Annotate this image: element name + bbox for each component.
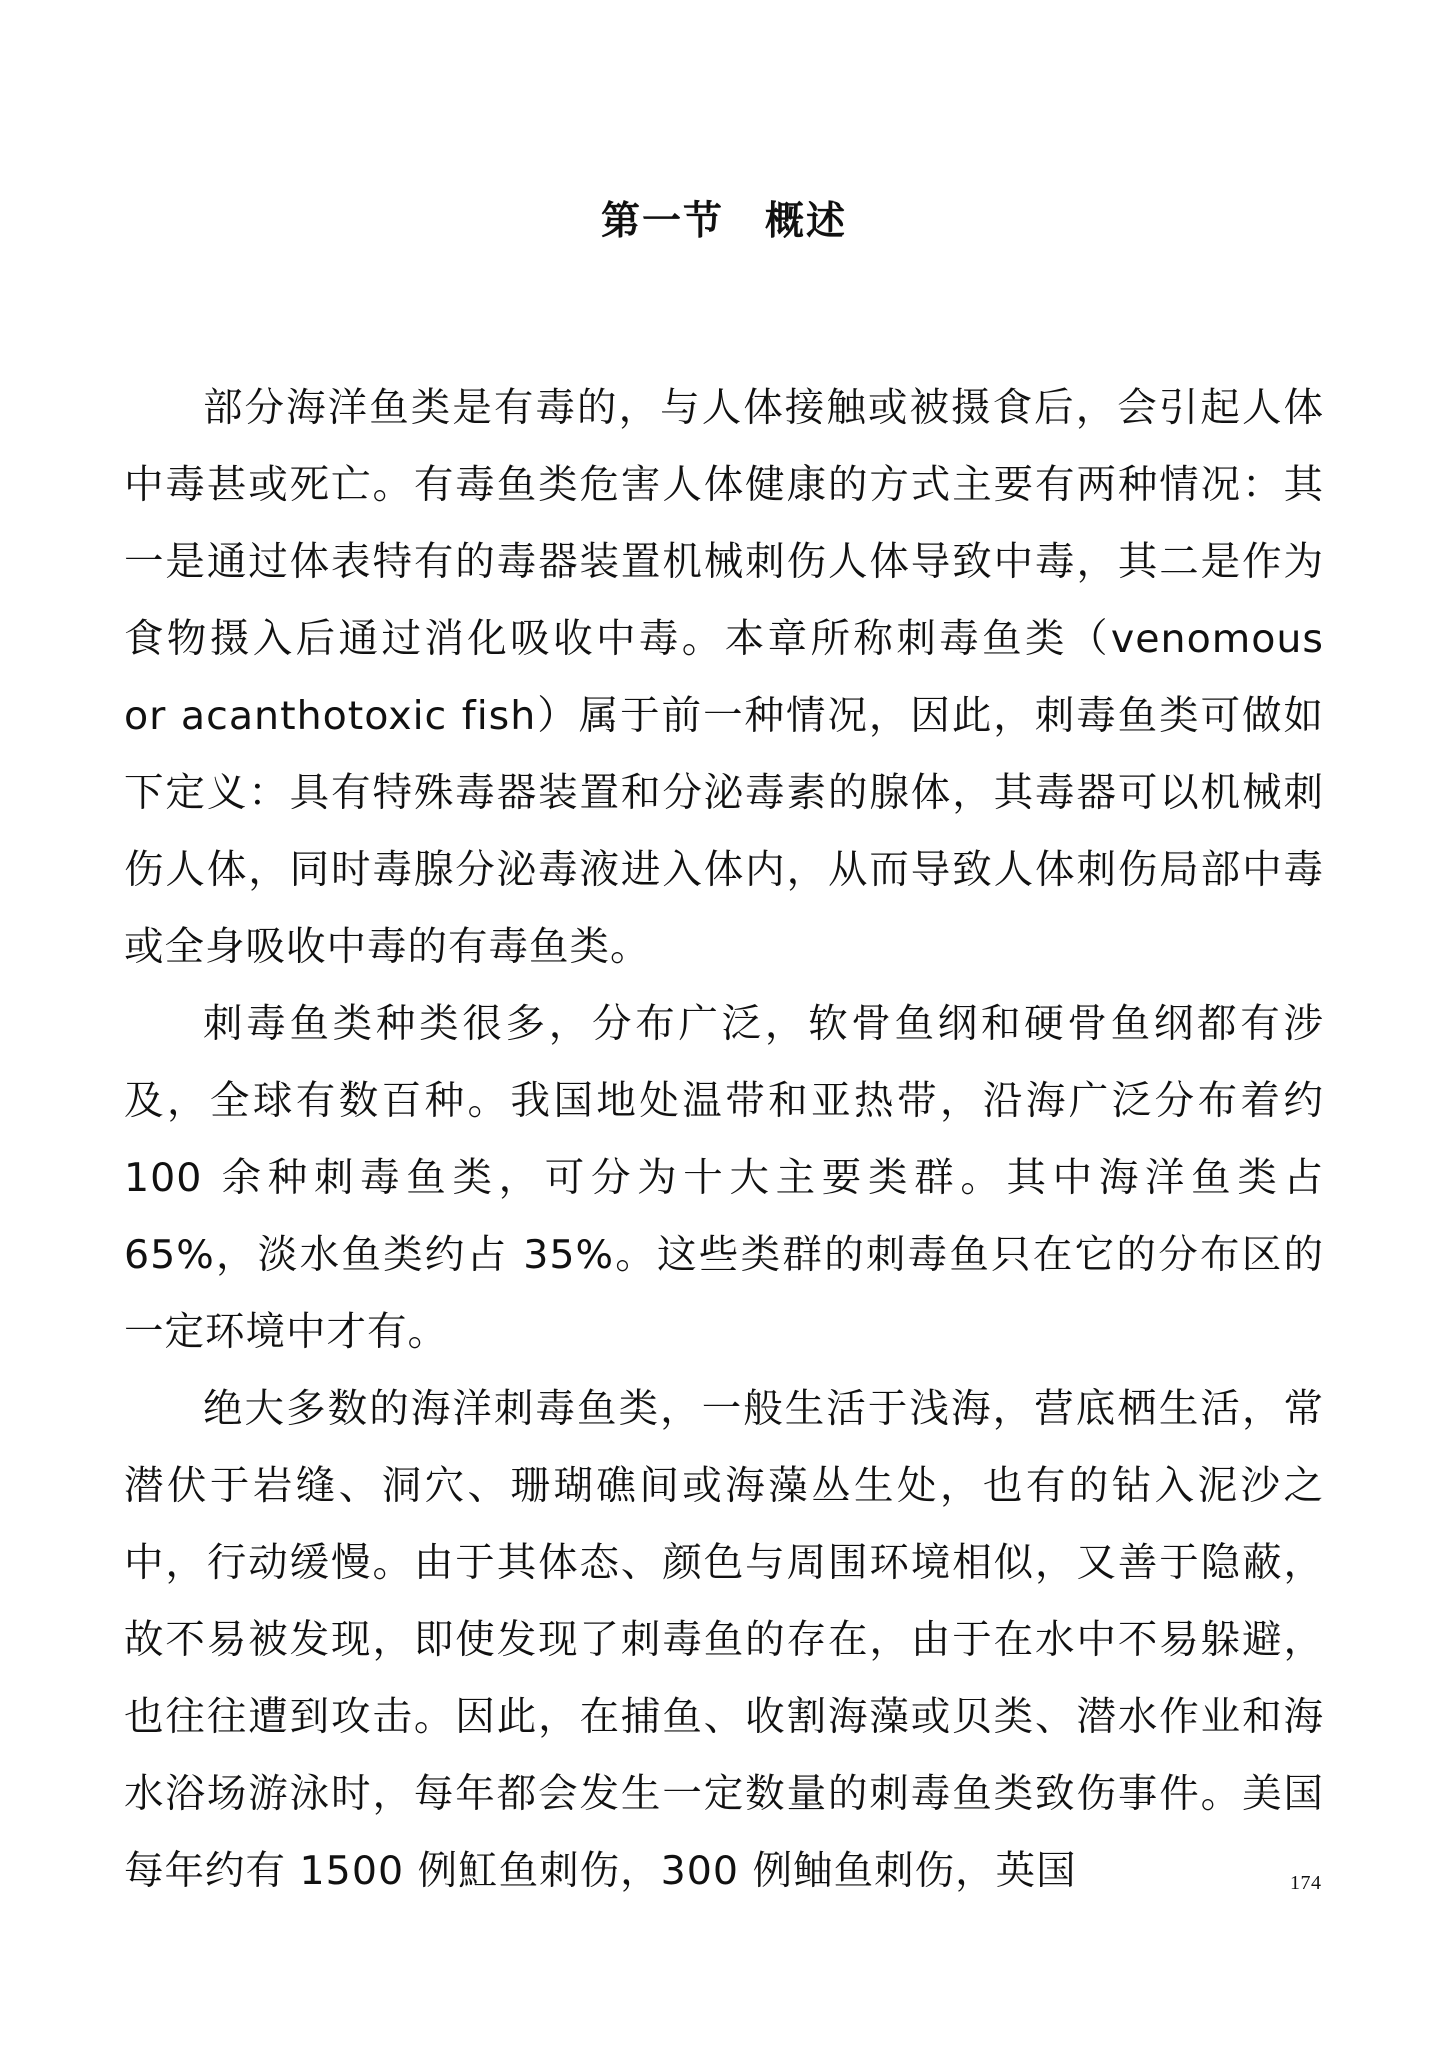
section-heading: 第一节 概述 [600,198,847,244]
paragraph-2: 刺毒鱼类种类很多，分布广泛，软骨鱼纲和硬骨鱼纲都有涉及，全球有数百种。我国地处温带和亚热带，沿海广泛分布着约 100 余种刺毒鱼类，可分为十大主要类群。其中海洋鱼类占 65%，淡水鱼类约占 35%。这些类群的刺毒鱼只在它的分布区的一定环境中才有。 [124,1001,1324,1355]
body-text [124,370,1324,1910]
paragraph-1: 部分海洋鱼类是有毒的，与人体接触或被摄食后，会引起人体中毒甚或死亡。有毒鱼类危害人体健康的方式主要有两种情况：其一是通过体表特有的毒器装置机械刺伤人体导致中毒，其二是作为食物摄入后通过消化吸收中毒。本章所称刺毒鱼类（venomous or acanthotoxic fish）属于前一种情况，因此，刺毒鱼类可做如下定义：具有特殊毒器装置和分泌毒素的腺体，其毒器可以机械刺伤人体，同时毒腺分泌毒液进入体内，从而导致人体刺伤局部中毒或全身吸收中毒的有毒鱼类。 [124,385,1324,970]
page-number: 174 [1290,1872,1322,1894]
paragraph-3: 绝大多数的海洋刺毒鱼类，一般生活于浅海，营底栖生活，常潜伏于岩缝、洞穴、珊瑚礁间或海藻丛生处，也有的钻入泥沙之中，行动缓慢。由于其体态、颜色与周围环境相似，又善于隐蔽，故不易被发现，即使发现了刺毒鱼的存在，由于在水中不易躲避，也往往遭到攻击。因此，在捕鱼、收割海藻或贝类、潜水作业和海水浴场游泳时，每年都会发生一定数量的刺毒鱼类致伤事件。美国每年约有 1500 例魟鱼刺伤，300 例鲉鱼刺伤，英国 [124,1386,1324,1894]
